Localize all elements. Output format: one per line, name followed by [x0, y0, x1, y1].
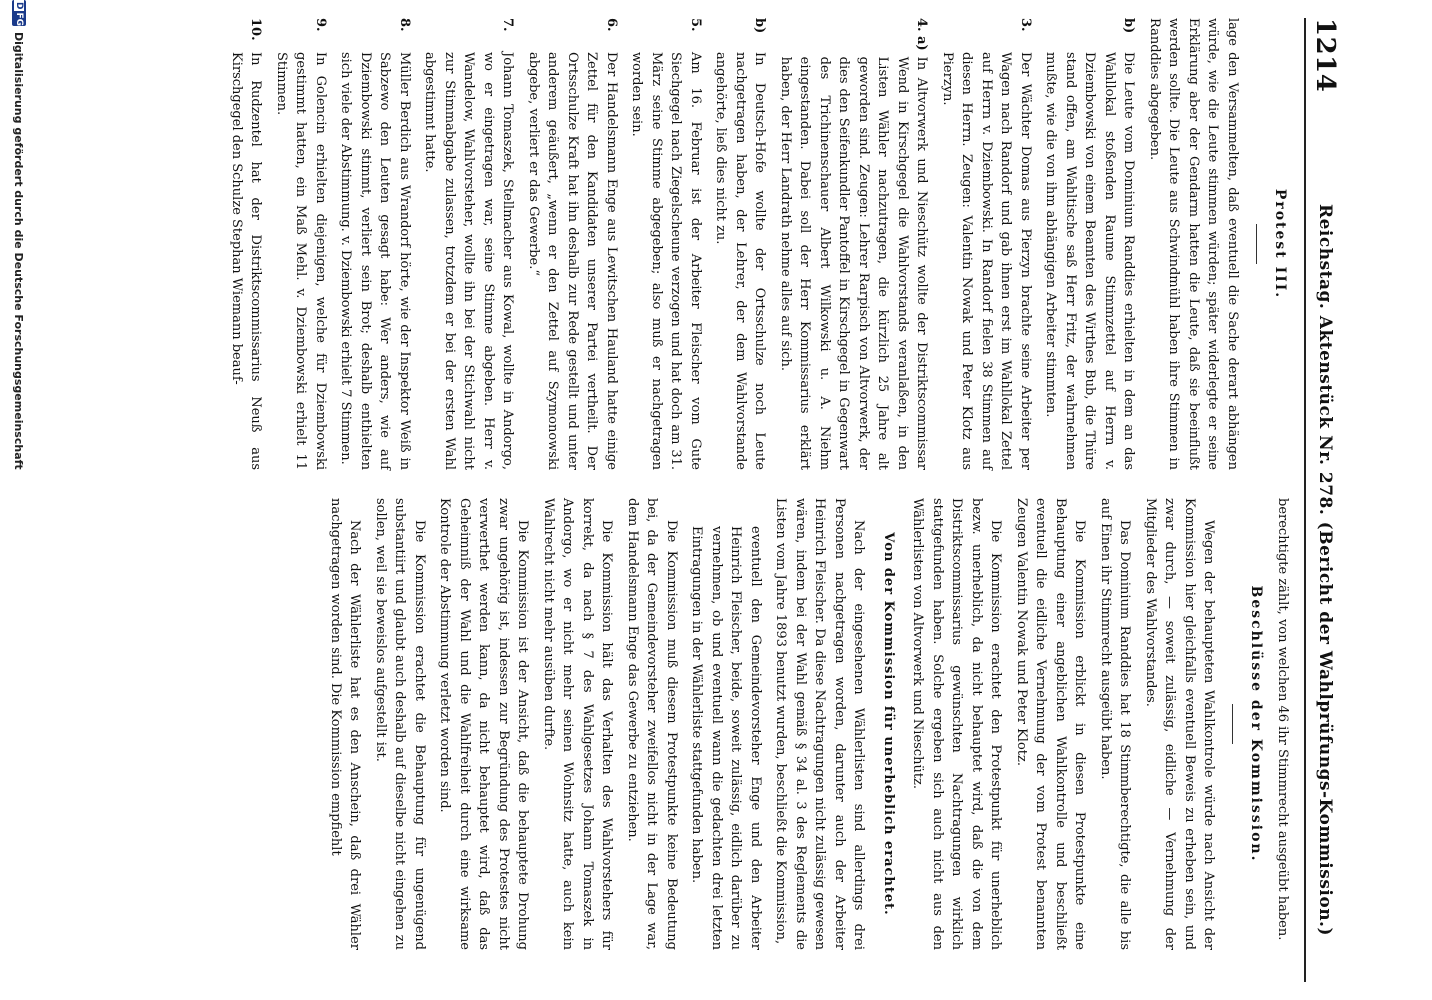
right-column-body-1 [908, 498, 1219, 950]
item-text: Am 16. Februar ist der Arbeiter Fleischer vom Gute Siechgegel nach Ziegelscheune verzogen und hat doch am 31. März seine Stimme abgegeben; also muß er nachgetragen worden sein. [629, 52, 703, 470]
footer [8, 0, 30, 1000]
item-number: 10. [248, 18, 264, 41]
item-text: Johann Tomaszek, Stellmacher aus Kowal, wollte in Andorgo, wo er eingetragen war, seine Stimme abgeben. Herr v. Wandelow, Wahlvorsteher, wollte ihn bei der Stichwahl nicht zur Stimmabgabe zulassen, trotzdem er bei der ersten Wahl abgestimmt hatte. [422, 52, 516, 470]
right-column-body-2 [326, 498, 869, 950]
numbered-item [227, 18, 266, 470]
paragraph: Die Kommission hält das Verhalten des Wahlvorstehers für korrekt, da nach § 7 des Wahlgesetzes Johann Tomaszek in Andorgo, wo er nicht mehr seinen Wohnsitz hatte, auch kein Wahlrecht nicht mehr ausüben durfte. [541, 498, 615, 950]
item-number: 7. [500, 18, 516, 32]
indented-resolution: eventuell den Gemeindevorsteher Enge und den Arbeiter Heinrich Fleischer, beide, soweit zulässig, eidlich darüber zu vernehmen, ob und eventuell wann die gedachten drei letzten Eintragungen in der Wählerliste stattgefunden haben. [689, 526, 763, 950]
item-text: In Rudzentel hat der Distriktscommissarius Neuß aus Kirschgegel den Schulze Stephan Wiemann beauf- [229, 52, 264, 470]
paragraph: Die Kommission erachtet den Protestpunkt für unerheblich bezw. unerheblich, da nicht behauptet wird, daß die von dem Distriktscommissarius gewünschten Nachtragungen wirklich stattgefunden haben. Solche ergeben sich auch nicht aus den Wählerlisten von Altvorwerk und Nieschütz. [910, 498, 1004, 950]
paragraph: Die Kommission erachtet die Behauptung für ungenügend substantiirt und glaubt auch deshalb auf dieselbe nicht eingehen zu sollen, weil sie beweislos aufgestellt ist. [373, 498, 427, 950]
item-number: 5. [688, 18, 703, 32]
section-title: Beschlüsse der Kommission. [1248, 585, 1265, 863]
item-number: 8. [397, 18, 412, 32]
title-rule [1256, 224, 1257, 264]
numbered-item [711, 18, 770, 470]
page-number: 1214 [1310, 18, 1340, 93]
section-rule [1233, 704, 1234, 744]
numbered-item [627, 18, 705, 470]
paragraph: Die Kommission muß diesem Protestpunkte keine Bedeutung bei, da der Gemeindevorsteher zweifellos nicht in der Lage war, dem Handelsmann Enge das Gewerbe zu entziehen. [625, 498, 679, 950]
center-heading: Von der Kommission für unerheblich erachtet. [881, 532, 896, 916]
item-number: b) [752, 18, 768, 34]
numbered-item [524, 18, 622, 470]
dfg-logo: D FG [14, 1, 24, 27]
header-rule [1304, 18, 1306, 982]
item-number: b) [1121, 18, 1137, 34]
paragraph: Das Dominium Randdies hat 18 Stimmberechtigte, die alle bis auf Einen ihr Stimmrecht ausgeübt haben. [1098, 498, 1133, 950]
numbered-item [938, 18, 1036, 470]
paragraph: Wegen der behaupteten Wahlkontrole würde nach Ansicht der Kommission hier gleichfalls eventuell Beweis zu erheben sein, und zwar durch, — soweit zulässig, eidliche — Vernehmung der Mitglieder des Wahlvorstandes. [1143, 498, 1217, 950]
item-text: Müller Berdich aus Wrandorf hörte, wie der Inspektor Weiß in Sabzewo den Leuten gesagt habe: Wer anders, wie auf Dziembowski stimmt, verliert sein Brot; deshalb enthielten sich viele der Abstimmung. v. Dziembowski erhielt 7 Stimmen. [338, 52, 412, 470]
numbered-item [1041, 18, 1139, 470]
numbered-item [776, 18, 932, 470]
paragraph: Die Kommission erblickt in diesen Protestpunkte eine Behauptung einer angeblichen Wahlkontrolle und beschließt eventuell die eidliche Vernehmung der vom Protest benannten Zeugen Valentin Nowak und Peter Klotz. [1014, 498, 1088, 950]
item-number: 6. [604, 18, 619, 32]
item-text: In Golencin erhielten diejenigen, welche für Dziembowski gestimmt hatten, ein Maß Mehl. v. Dziembowski erhielt 11 Stimmen. [274, 52, 328, 470]
page-content [132, 18, 1432, 982]
item-number: 3. [1018, 18, 1033, 32]
item-number: 4. a) [914, 18, 930, 51]
numbered-item [420, 18, 518, 470]
item-text: In Altvorwerk und Nieschütz wollte der Distriktscommissar Wend in Kirschgegel die Wahlvorstands veranlaßen, in den Listen Wähler nachzutragen, die kürzlich 25 Jahre alt geworden sind. Zeugen: Lehrer Rarpisch von Altvorwerk, der dies den Seifenkundler Pantoffel in Kirschgegel in Gegenwart des Trichinenschauer Albert Wilkowski u. A. Niehm eingestanden. Dabei soll der Herr Kommissarius erklärt haben, der Herr Landrath nehme alles auf sich. [778, 56, 930, 470]
paragraph: Nach der Wählerliste hat es den Anschein, daß drei Wähler nachgetragen worden sind. Die Kommission empfiehlt [328, 498, 363, 950]
paragraph: lage den Versammelten, daß eventuell die Sache derart abhängen würde, wie die Leute stimmen würden; später widerlegte er seine Erklärung aber der Gendarm hatten die Leute, daß sie beeinflußt werden sollte. Die Leute aus Schwindmühl haben ihre Stimmen in Randdies abgegeben. [1147, 18, 1240, 470]
footer-text: Digitalisierung gefördert durch die Deutsche Forschungsgemeinschaft [12, 32, 26, 470]
numbered-item [336, 18, 414, 470]
running-head-title: Reichstag. Aktenstück Nr. 278. (Bericht der Wahlprüfungs-Kommission.) [1315, 203, 1335, 937]
item-text: In Deutsch-Hofe wollte der Ortsschulze noch Leute nachgetragen haben, der Lehrer, der dem Wahlvorstande angehörte, ließ dies nicht zu. [713, 52, 768, 470]
numbered-item [272, 18, 331, 470]
item-number: 9. [313, 18, 328, 32]
paragraph: Nach der eingesehenen Wählerlisten sind allerdings drei Personen nachgetragen worden, darunter auch der Arbeiter Heinrich Fleischer. Da diese Nachtragungen nicht zulässig gewesen wären, indem bei der Wahl gemäß § 34 al. 3 des Reglements die Listen vom Jahre 1893 benutzt wurden, beschließt die Kommission, [773, 498, 867, 950]
right-column [320, 498, 1293, 950]
right-continuation: berechtigte zählt, von welchen 46 ihr Stimmrecht ausgeübt haben. [1275, 498, 1290, 941]
running-head [1308, 18, 1342, 982]
item-text: Der Handelsmann Enge aus Lewitschen Hauland hatte einige Zettel für den Kandidaten unserer Partei vertheilt. Der Ortsschulze Kraft hat ihn deshalb zur Rede gestellt und unter anderem geäußert, „wenn er den Zettel auf Szymonowski abgebe, verliert er das Gewerbe.“ [526, 52, 619, 470]
left-column [221, 18, 1293, 470]
left-column-body [227, 18, 1243, 470]
item-text: Die Leute vom Dominium Randdies erhielten in dem an das Wahllokal stoßenden Raume Stimmzettel auf Herrn v. Dziembowski von einem Beamten des Wirthes Bub, die Thüre stand offen, am Wahltische saß Herr Fritz, der wahrnehmen mußte, wie die von ihm abhängigen Arbeiter stimmten. [1043, 52, 1137, 470]
paragraph: Die Kommission ist der Ansicht, daß die behauptete Drohung zwar ungehörig ist, indessen zur Begründung des Protestes nicht verwerthet werden kann, da nicht behauptet wird, daß das Geheimniß der Wahl und die Wahlfreiheit durch eine wirksame Kontrole der Abstimmung verletzt worden sind. [437, 498, 531, 950]
protest-title: Protest III. [1272, 188, 1288, 300]
item-text: Der Wächter Domas aus Pierzyn brachte seine Arbeiter per Wagen nach Randorf und gab ihnen erst im Wahllokal Zettel auf Herrn v. Dziembowski. In Randorf fielen 38 Stimmen auf diesen Herrn. Zeugen: Valentin Nowak und Peter Klotz aus Pierzyn. [940, 52, 1033, 470]
